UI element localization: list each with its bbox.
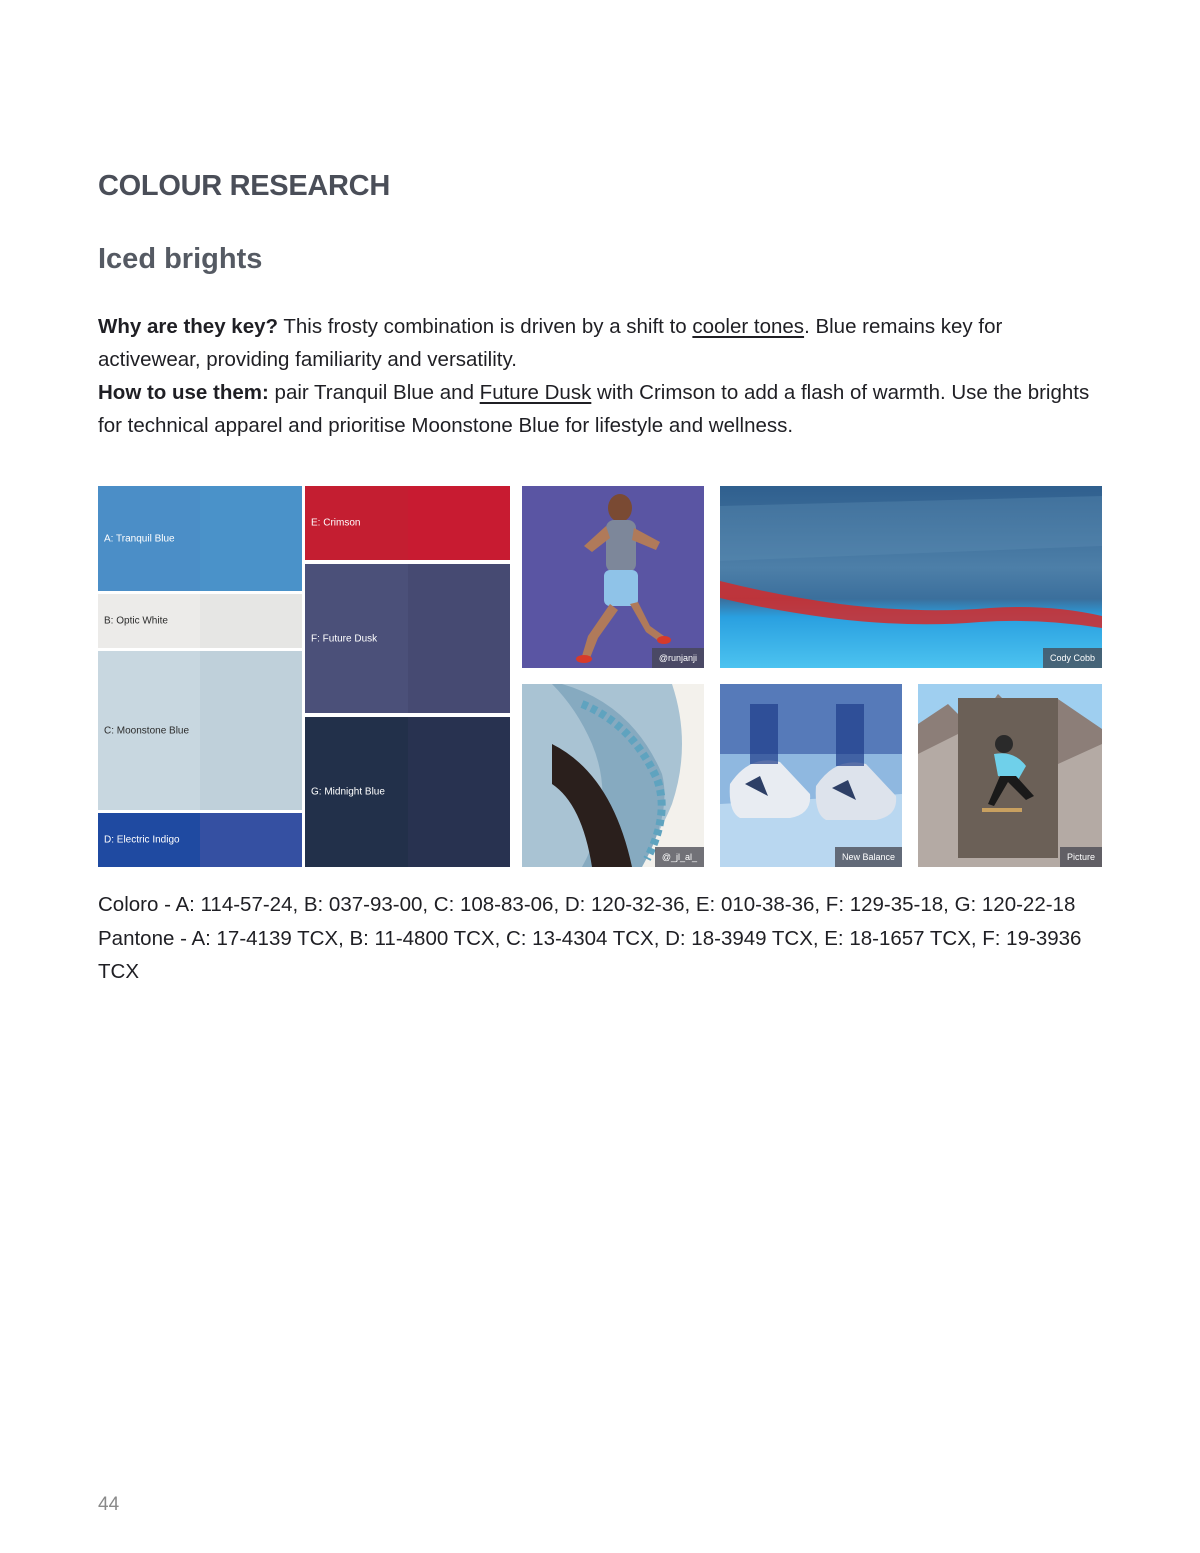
swatch-c (98, 651, 302, 810)
colour-board (98, 486, 1102, 867)
why-text-1: This frosty combination is driven by a shift to (278, 315, 693, 338)
swatch-c-shade (200, 651, 302, 810)
colour-codes (98, 888, 1098, 989)
section-title: COLOUR RESEARCH (98, 170, 390, 202)
trend-title: Iced brights (98, 243, 263, 275)
hood-photo-credit: @_jl_al_ (655, 847, 704, 867)
swatch-a (98, 486, 302, 591)
swatch-f (305, 564, 510, 713)
swatch-e-label: E: Crimson (311, 517, 361, 529)
swatch-f-shade (408, 564, 511, 713)
skater-photo-credit: Picture (1060, 847, 1102, 867)
swatch-a-label: A: Tranquil Blue (104, 533, 175, 544)
hood-photo (522, 684, 704, 867)
sneakers-illustration (720, 684, 902, 867)
sneakers-photo (720, 684, 902, 867)
swatch-b-shade (200, 594, 302, 648)
trend-description (98, 310, 1098, 442)
how-label: How to use them: (98, 381, 269, 404)
future-dusk-link[interactable]: Future Dusk (479, 381, 592, 404)
landscape-photo-credit: Cody Cobb (1043, 648, 1102, 668)
runner-photo-credit: @runjanji (652, 648, 704, 668)
swatch-f-label: F: Future Dusk (311, 633, 378, 644)
swatch-a-shade (200, 486, 302, 591)
why-label: Why are they key? (98, 315, 279, 338)
skater-photo (918, 684, 1102, 867)
coloro-codes: Coloro - A: 114-57-24, B: 037-93-00, C: 108-83-06, D: 120-32-36, E: 010-38-36, F: 129-35-18, G: 120-22-18 (98, 893, 1076, 916)
cooler-tones-link[interactable]: cooler tones (692, 315, 805, 338)
runner-illustration (522, 486, 704, 668)
swatch-c-label: C: Moonstone Blue (104, 725, 190, 736)
page-number: 44 (98, 1494, 120, 1515)
swatch-e (305, 486, 510, 560)
swatch-d (98, 813, 302, 867)
swatch-g-shade (408, 717, 511, 867)
sneakers-photo-credit: New Balance (835, 847, 902, 867)
how-text-2: with Crimson to add a flash of warmth. Use the brights for technical apparel and prioritise Moonstone Blue for lifestyle and wellness. (98, 381, 1090, 437)
swatch-d-shade (200, 813, 302, 867)
landscape-photo (720, 486, 1102, 668)
hood-illustration (522, 684, 704, 867)
landscape-illustration (720, 486, 1102, 668)
swatch-g-label: G: Midnight Blue (311, 786, 385, 798)
runner-photo (522, 486, 704, 668)
how-text-1: pair Tranquil Blue and (268, 381, 480, 404)
how-paragraph (98, 376, 1098, 442)
skater-illustration (918, 684, 1102, 867)
why-text-2: . Blue remains key for activewear, providing familiarity and versatility. (98, 315, 1003, 371)
swatch-e-shade (408, 486, 511, 560)
why-paragraph (98, 310, 1098, 376)
swatch-b-label: B: Optic White (104, 615, 168, 627)
swatch-b (98, 594, 302, 648)
swatch-g (305, 717, 510, 867)
pantone-codes: Pantone - A: 17-4139 TCX, B: 11-4800 TCX, C: 13-4304 TCX, D: 18-3949 TCX, E: 18-1657 TCX, F: 19-3936 TCX (98, 926, 1082, 983)
swatch-d-label: D: Electric Indigo (104, 834, 180, 846)
